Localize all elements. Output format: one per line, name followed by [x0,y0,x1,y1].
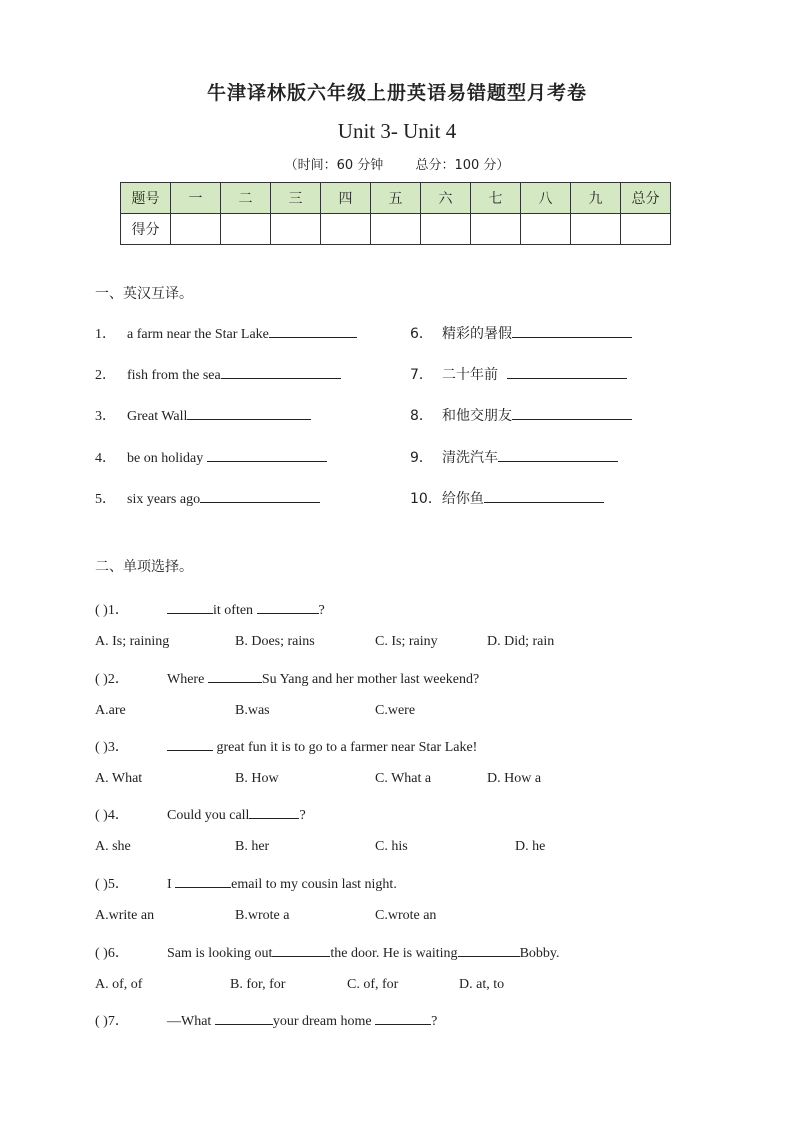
option[interactable]: B. for, for [230,977,286,992]
score-table-col: 八 [521,183,571,214]
option[interactable]: D. he [515,839,546,854]
question-stem: ( )7． —What your dream home ? [95,1010,437,1030]
option[interactable]: A. Is; raining [95,634,170,649]
question-stem: ( )1． it often ? [95,599,325,619]
answer-blank[interactable] [272,942,330,957]
translation-item: 5． six years ago [95,488,320,508]
translation-item: 10．给你鱼 [410,488,604,508]
score-table-col: 一 [171,183,221,214]
answer-blank[interactable] [512,405,632,420]
option[interactable]: A. of, of [95,977,143,992]
translation-item: 8． 和他交朋友 [410,405,632,425]
score-table-col: 总分 [621,183,671,214]
total-score: 总分：100 分） [415,158,510,173]
score-cell[interactable] [571,214,621,245]
section1-heading: 一、英汉互译。 [95,286,193,302]
score-cell[interactable] [321,214,371,245]
question-stem: ( )3． great fun it is to go to a farmer near Star Lake! [95,736,477,756]
score-table-row-label: 题号 [121,183,171,214]
score-cell[interactable] [171,214,221,245]
option[interactable]: C. his [375,839,408,854]
answer-blank[interactable] [200,488,320,503]
score-table-col: 六 [421,183,471,214]
answer-blank[interactable] [512,323,632,338]
translation-item: 7． 二十年前 [410,364,627,384]
answer-blank[interactable] [175,873,231,888]
score-table [120,182,671,245]
translation-item: 2． fish from the sea [95,364,341,384]
score-cell[interactable] [421,214,471,245]
score-table-header-row [121,183,671,214]
question-stem: ( )6． Sam is looking out the door. He is waiting Bobby. [95,942,560,962]
translation-item: 9． 清洗汽车 [410,447,618,467]
question-stem: ( )2． Where Su Yang and her mother last weekend? [95,668,479,688]
score-table-score-row [121,214,671,245]
answer-blank[interactable] [375,1010,431,1025]
time-limit: （时间：60 分钟 [284,158,384,173]
option[interactable]: B. How [235,771,279,786]
answer-blank[interactable] [458,942,520,957]
answer-blank[interactable] [207,447,327,462]
option[interactable]: C.were [375,703,416,718]
translation-item: 1． a farm near the Star Lake [95,323,357,343]
exam-meta [0,154,794,173]
option[interactable]: D. at, to [459,977,505,992]
translation-item: 3． Great Wall [95,405,311,425]
answer-blank[interactable] [249,804,299,819]
option[interactable]: B. Does; rains [235,634,315,649]
option[interactable]: C. What a [375,771,432,786]
answer-blank[interactable] [221,364,341,379]
score-table-col: 五 [371,183,421,214]
score-cell[interactable] [521,214,571,245]
score-cell[interactable] [271,214,321,245]
question-stem: ( )4． Could you call ? [95,804,306,824]
option[interactable]: B. her [235,839,270,854]
score-table-col: 三 [271,183,321,214]
score-table-row-label: 得分 [121,214,171,245]
answer-blank[interactable] [269,323,357,338]
translation-item: 4． be on holiday [95,447,327,467]
score-table-col: 四 [321,183,371,214]
option[interactable]: B.was [235,703,270,718]
answer-blank[interactable] [257,599,319,614]
score-cell[interactable] [621,214,671,245]
option[interactable]: C. of, for [347,977,399,992]
option[interactable]: D. How a [487,771,542,786]
score-cell[interactable] [471,214,521,245]
document-subtitle: Unit 3- Unit 4 [337,119,457,143]
option[interactable]: B.wrote a [235,908,290,923]
score-table-col: 二 [221,183,271,214]
answer-blank[interactable] [167,736,213,751]
answer-blank[interactable] [215,1010,273,1025]
option[interactable]: A.write an [95,908,155,923]
score-cell[interactable] [371,214,421,245]
section2-heading: 二、单项选择。 [95,559,193,575]
answer-blank[interactable] [507,364,627,379]
option[interactable]: A. she [95,839,131,854]
answer-blank[interactable] [498,447,618,462]
translation-item: 6． 精彩的暑假 [410,323,632,343]
option[interactable]: A.are [95,703,126,718]
answer-blank[interactable] [167,599,213,614]
answer-blank[interactable] [187,405,311,420]
answer-blank[interactable] [484,488,604,503]
answer-blank[interactable] [208,668,262,683]
option[interactable]: D. Did; rain [487,634,555,649]
score-table-col: 七 [471,183,521,214]
score-table-col: 九 [571,183,621,214]
option[interactable]: C.wrote an [375,908,437,923]
option[interactable]: A. What [95,771,143,786]
question-stem: ( )5． I email to my cousin last night. [95,873,397,893]
document-title: 牛津译林版六年级上册英语易错题型月考卷 [206,82,587,104]
score-cell[interactable] [221,214,271,245]
option[interactable]: C. Is; rainy [375,634,438,649]
